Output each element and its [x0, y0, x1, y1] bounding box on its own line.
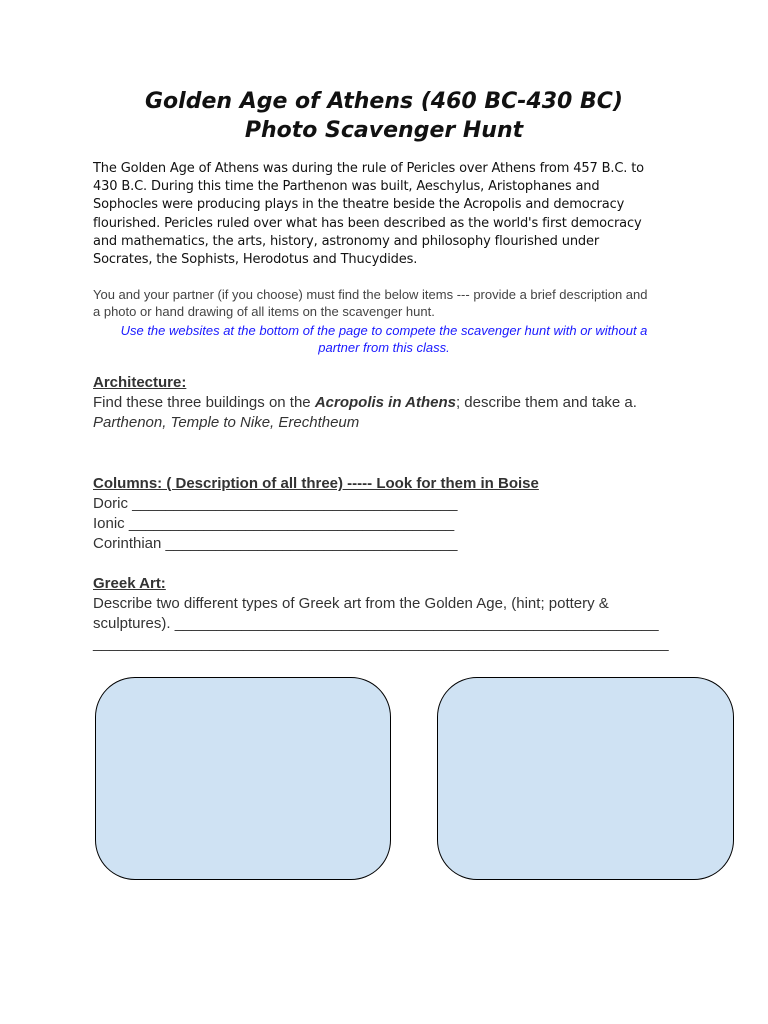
corinthian-line: Corinthian ___________________________________: [93, 535, 458, 552]
greek-art-heading: Greek Art:: [93, 575, 166, 592]
greek-art-line: sculptures). __________________________________________________________: [93, 615, 659, 632]
architecture-buildings: [93, 413, 359, 433]
greek-art-blank-line: _____________________________________________________________________: [93, 635, 669, 652]
websites-note: [93, 322, 675, 356]
architecture-instruction: [93, 393, 637, 413]
doric-line: Doric _______________________________________: [93, 495, 458, 512]
acropolis-text: Acropolis in Athens: [314, 394, 456, 411]
intro-paragraph: [93, 160, 683, 269]
instructions-line: You and your partner (if you choose) must find the below items --- provide a brief description and: [93, 287, 648, 302]
note-line: partner from this class.: [318, 340, 450, 355]
intro-line: The Golden Age of Athens was during the rule of Pericles over Athens from 457 B.C. to: [93, 161, 644, 176]
intro-line: Socrates, the Sophists, Herodotus and Thucydides.: [93, 252, 418, 268]
buildings-list: Parthenon, Temple to Nike, Erechtheum: [93, 414, 360, 431]
architecture-text-before: Find these three buildings on the: [93, 394, 315, 411]
instructions-line: a photo or hand drawing of all items on the scavenger hunt.: [93, 304, 435, 319]
photo-box-left: [95, 677, 391, 880]
page-subtitle: Photo Scavenger Hunt: [244, 118, 524, 143]
architecture-heading: Architecture:: [93, 374, 187, 391]
note-line: Use the websites at the bottom of the page to compete the scavenger hunt with or without a: [120, 323, 648, 338]
ionic-line: Ionic _______________________________________: [93, 515, 455, 532]
instructions-paragraph: [93, 286, 683, 320]
intro-line: Sophocles were producing plays in the theatre beside the Acropolis and democracy: [93, 197, 625, 213]
photo-box-right: [437, 677, 734, 880]
greek-art-line: Describe two different types of Greek art from the Golden Age, (hint; pottery &: [93, 595, 609, 612]
intro-line: flourished. Pericles ruled over what has been described as the world's first democracy: [93, 215, 642, 231]
intro-line: 430 B.C. During this time the Parthenon was built, Aeschylus, Aristophanes and: [93, 179, 600, 195]
intro-line: and mathematics, the arts, history, astronomy and philosophy flourished under: [93, 233, 600, 249]
architecture-text-after: ; describe them and take a.: [455, 394, 637, 411]
columns-heading: Columns: ( Description of all three) ----- Look for them in Boise: [93, 475, 539, 492]
page-title: Golden Age of Athens (460 BC-430 BC): [145, 89, 623, 114]
